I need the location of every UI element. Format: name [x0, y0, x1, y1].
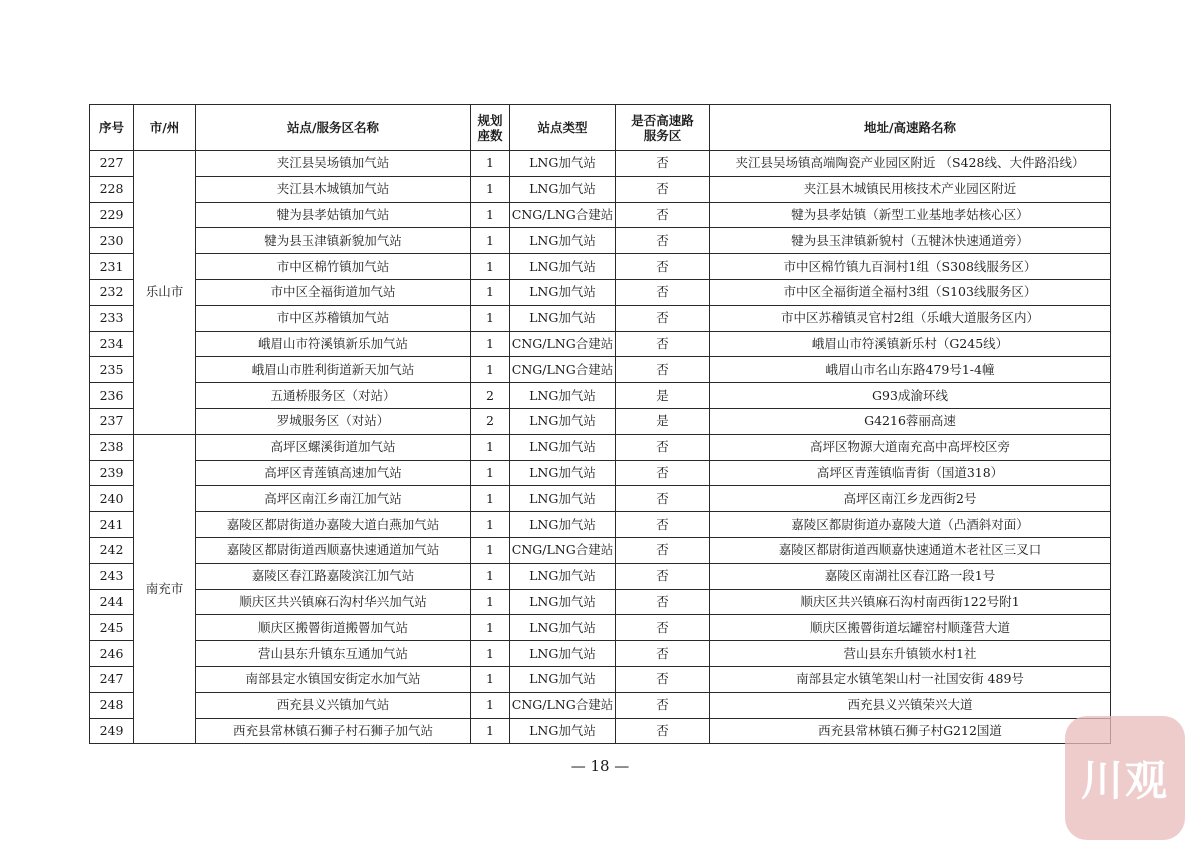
cell-highway: 否	[616, 537, 710, 563]
cell-seq: 232	[90, 279, 134, 305]
cell-name: 高坪区螺溪街道加气站	[196, 434, 471, 460]
table-row	[90, 202, 1111, 228]
cell-highway: 是	[616, 383, 710, 409]
cell-seats: 1	[471, 357, 510, 383]
header-type: 站点类型	[510, 105, 616, 151]
cell-type: CNG/LNG合建站	[510, 357, 616, 383]
cell-highway: 否	[616, 486, 710, 512]
table-row	[90, 460, 1111, 486]
cell-type: LNG加气站	[510, 563, 616, 589]
cell-address: G93成渝环线	[710, 383, 1111, 409]
cell-name: 南部县定水镇国安街定水加气站	[196, 666, 471, 692]
cell-seq: 246	[90, 641, 134, 667]
cell-seq: 230	[90, 228, 134, 254]
table-row	[90, 563, 1111, 589]
cell-seq: 241	[90, 512, 134, 538]
header-city: 市/州	[134, 105, 196, 151]
cell-type: LNG加气站	[510, 383, 616, 409]
cell-type: LNG加气站	[510, 228, 616, 254]
table-body	[90, 151, 1111, 744]
cell-type: LNG加气站	[510, 666, 616, 692]
cell-name: 高坪区青莲镇高速加气站	[196, 460, 471, 486]
table-row	[90, 176, 1111, 202]
cell-seats: 1	[471, 460, 510, 486]
header-seq: 序号	[90, 105, 134, 151]
cell-name: 五通桥服务区（对站）	[196, 383, 471, 409]
cell-address: G4216蓉丽高速	[710, 408, 1111, 434]
cell-name: 峨眉山市符溪镇新乐加气站	[196, 331, 471, 357]
cell-address: 嘉陵区都尉街道办嘉陵大道（凸酒斜对面）	[710, 512, 1111, 538]
table-row	[90, 228, 1111, 254]
cell-seq: 233	[90, 305, 134, 331]
cell-type: LNG加气站	[510, 460, 616, 486]
table-row	[90, 305, 1111, 331]
cell-seq: 234	[90, 331, 134, 357]
cell-name: 峨眉山市胜利街道新天加气站	[196, 357, 471, 383]
cell-type: LNG加气站	[510, 641, 616, 667]
cell-seq: 248	[90, 692, 134, 718]
cell-name: 西充县义兴镇加气站	[196, 692, 471, 718]
table-header-row	[90, 105, 1111, 151]
cell-name: 罗城服务区（对站）	[196, 408, 471, 434]
table-row	[90, 151, 1111, 177]
cell-seats: 1	[471, 641, 510, 667]
cell-address: 市中区苏稽镇灵官村2组（乐峨大道服务区内）	[710, 305, 1111, 331]
cell-seats: 1	[471, 486, 510, 512]
cell-address: 峨眉山市名山东路479号1-4幢	[710, 357, 1111, 383]
cell-address: 嘉陵区南湖社区春江路一段1号	[710, 563, 1111, 589]
watermark-logo	[1065, 716, 1185, 840]
cell-name: 夹江县吴场镇加气站	[196, 151, 471, 177]
cell-highway: 否	[616, 641, 710, 667]
cell-highway: 否	[616, 279, 710, 305]
cell-name: 高坪区南江乡南江加气站	[196, 486, 471, 512]
cell-seq: 242	[90, 537, 134, 563]
table-row	[90, 383, 1111, 409]
table-row	[90, 512, 1111, 538]
cell-highway: 否	[616, 460, 710, 486]
cell-type: LNG加气站	[510, 512, 616, 538]
header-address: 地址/高速路名称	[710, 105, 1111, 151]
cell-address: 峨眉山市符溪镇新乐村（G245线）	[710, 331, 1111, 357]
cell-name: 嘉陵区都尉街道办嘉陵大道白燕加气站	[196, 512, 471, 538]
cell-address: 高坪区青莲镇临青街（国道318）	[710, 460, 1111, 486]
table-row	[90, 641, 1111, 667]
header-name: 站点/服务区名称	[196, 105, 471, 151]
cell-address: 市中区棉竹镇九百洞村1组（S308线服务区）	[710, 254, 1111, 280]
cell-seq: 227	[90, 151, 134, 177]
cell-seq: 238	[90, 434, 134, 460]
cell-highway: 否	[616, 176, 710, 202]
cell-address: 高坪区物源大道南充高中高坪校区旁	[710, 434, 1111, 460]
cell-type: LNG加气站	[510, 615, 616, 641]
cell-type: LNG加气站	[510, 151, 616, 177]
cell-address: 顺庆区共兴镇麻石沟村南西街122号附1	[710, 589, 1111, 615]
cell-seats: 2	[471, 408, 510, 434]
cell-seq: 237	[90, 408, 134, 434]
cell-seats: 1	[471, 331, 510, 357]
cell-address: 营山县东升镇锁水村1社	[710, 641, 1111, 667]
cell-seats: 1	[471, 434, 510, 460]
cell-seats: 1	[471, 615, 510, 641]
cell-seats: 1	[471, 176, 510, 202]
cell-type: LNG加气站	[510, 408, 616, 434]
cell-seats: 2	[471, 383, 510, 409]
cell-address: 犍为县玉津镇新貌村（五犍沐快速通道旁）	[710, 228, 1111, 254]
cell-address: 夹江县木城镇民用核技术产业园区附近	[710, 176, 1111, 202]
cell-seats: 1	[471, 305, 510, 331]
cell-highway: 否	[616, 589, 710, 615]
table-row	[90, 537, 1111, 563]
cell-address: 嘉陵区都尉街道西顺嘉快速通道木老社区三叉口	[710, 537, 1111, 563]
table-row	[90, 254, 1111, 280]
cell-name: 犍为县孝姑镇加气站	[196, 202, 471, 228]
cell-type: CNG/LNG合建站	[510, 331, 616, 357]
table-row	[90, 434, 1111, 460]
cell-highway: 否	[616, 563, 710, 589]
stations-table	[89, 104, 1111, 744]
table-row	[90, 486, 1111, 512]
header-seats	[471, 105, 510, 151]
cell-address: 顺庆区搬罾街道坛罐窑村顺蓬营大道	[710, 615, 1111, 641]
cell-name: 市中区棉竹镇加气站	[196, 254, 471, 280]
cell-name: 西充县常林镇石狮子村石狮子加气站	[196, 718, 471, 744]
cell-seq: 249	[90, 718, 134, 744]
cell-seats: 1	[471, 563, 510, 589]
cell-highway: 否	[616, 202, 710, 228]
cell-seq: 247	[90, 666, 134, 692]
cell-name: 夹江县木城镇加气站	[196, 176, 471, 202]
cell-seats: 1	[471, 692, 510, 718]
table-row	[90, 279, 1111, 305]
cell-type: CNG/LNG合建站	[510, 202, 616, 228]
cell-highway: 否	[616, 692, 710, 718]
cell-name: 顺庆区共兴镇麻石沟村华兴加气站	[196, 589, 471, 615]
cell-seq: 228	[90, 176, 134, 202]
table-row	[90, 357, 1111, 383]
header-seats-label: 规划座数	[477, 112, 503, 143]
cell-type: LNG加气站	[510, 279, 616, 305]
cell-address: 市中区全福街道全福村3组（S103线服务区）	[710, 279, 1111, 305]
cell-seq: 231	[90, 254, 134, 280]
cell-type: LNG加气站	[510, 718, 616, 744]
cell-highway: 否	[616, 228, 710, 254]
cell-type: LNG加气站	[510, 434, 616, 460]
cell-highway: 否	[616, 151, 710, 177]
cell-seq: 240	[90, 486, 134, 512]
cell-seats: 1	[471, 537, 510, 563]
cell-highway: 否	[616, 254, 710, 280]
page-number: — 18 —	[570, 757, 630, 775]
cell-type: LNG加气站	[510, 589, 616, 615]
cell-name: 犍为县玉津镇新貌加气站	[196, 228, 471, 254]
cell-address: 西充县义兴镇荣兴大道	[710, 692, 1111, 718]
cell-seats: 1	[471, 151, 510, 177]
cell-address: 夹江县吴场镇高端陶瓷产业园区附近 （S428线、大件路沿线）	[710, 151, 1111, 177]
cell-highway: 是	[616, 408, 710, 434]
cell-address: 犍为县孝姑镇（新型工业基地孝姑核心区）	[710, 202, 1111, 228]
cell-type: CNG/LNG合建站	[510, 537, 616, 563]
cell-seq: 245	[90, 615, 134, 641]
cell-type: LNG加气站	[510, 305, 616, 331]
cell-type: LNG加气站	[510, 254, 616, 280]
table-row	[90, 408, 1111, 434]
cell-address: 南部县定水镇笔架山村一社国安街 489号	[710, 666, 1111, 692]
cell-type: CNG/LNG合建站	[510, 692, 616, 718]
table-row	[90, 589, 1111, 615]
cell-seats: 1	[471, 666, 510, 692]
table-row	[90, 718, 1111, 744]
header-highway	[616, 105, 710, 151]
cell-seq: 239	[90, 460, 134, 486]
cell-seq: 235	[90, 357, 134, 383]
cell-highway: 否	[616, 331, 710, 357]
header-highway-label: 是否高速路服务区	[631, 112, 694, 143]
cell-seats: 1	[471, 589, 510, 615]
table-row	[90, 615, 1111, 641]
cell-seats: 1	[471, 202, 510, 228]
cell-name: 顺庆区搬罾街道搬罾加气站	[196, 615, 471, 641]
cell-highway: 否	[616, 512, 710, 538]
cell-seats: 1	[471, 279, 510, 305]
cell-seats: 1	[471, 718, 510, 744]
cell-name: 营山县东升镇东互通加气站	[196, 641, 471, 667]
cell-seats: 1	[471, 512, 510, 538]
cell-highway: 否	[616, 434, 710, 460]
cell-city: 南充市	[134, 434, 196, 744]
cell-city: 乐山市	[134, 151, 196, 435]
cell-type: LNG加气站	[510, 176, 616, 202]
cell-highway: 否	[616, 615, 710, 641]
cell-name: 嘉陵区春江路嘉陵滨江加气站	[196, 563, 471, 589]
table-row	[90, 692, 1111, 718]
cell-address: 西充县常林镇石狮子村G212国道	[710, 718, 1111, 744]
cell-highway: 否	[616, 357, 710, 383]
cell-name: 市中区全福街道加气站	[196, 279, 471, 305]
watermark-text: 川观	[1080, 756, 1169, 805]
table-row	[90, 666, 1111, 692]
cell-highway: 否	[616, 666, 710, 692]
cell-type: LNG加气站	[510, 486, 616, 512]
table-row	[90, 331, 1111, 357]
cell-highway: 否	[616, 718, 710, 744]
cell-seats: 1	[471, 254, 510, 280]
cell-seq: 243	[90, 563, 134, 589]
cell-seq: 229	[90, 202, 134, 228]
cell-seats: 1	[471, 228, 510, 254]
cell-seq: 244	[90, 589, 134, 615]
cell-address: 高坪区南江乡龙西街2号	[710, 486, 1111, 512]
cell-seq: 236	[90, 383, 134, 409]
cell-highway: 否	[616, 305, 710, 331]
cell-name: 市中区苏稽镇加气站	[196, 305, 471, 331]
cell-name: 嘉陵区都尉街道西顺嘉快速通道加气站	[196, 537, 471, 563]
